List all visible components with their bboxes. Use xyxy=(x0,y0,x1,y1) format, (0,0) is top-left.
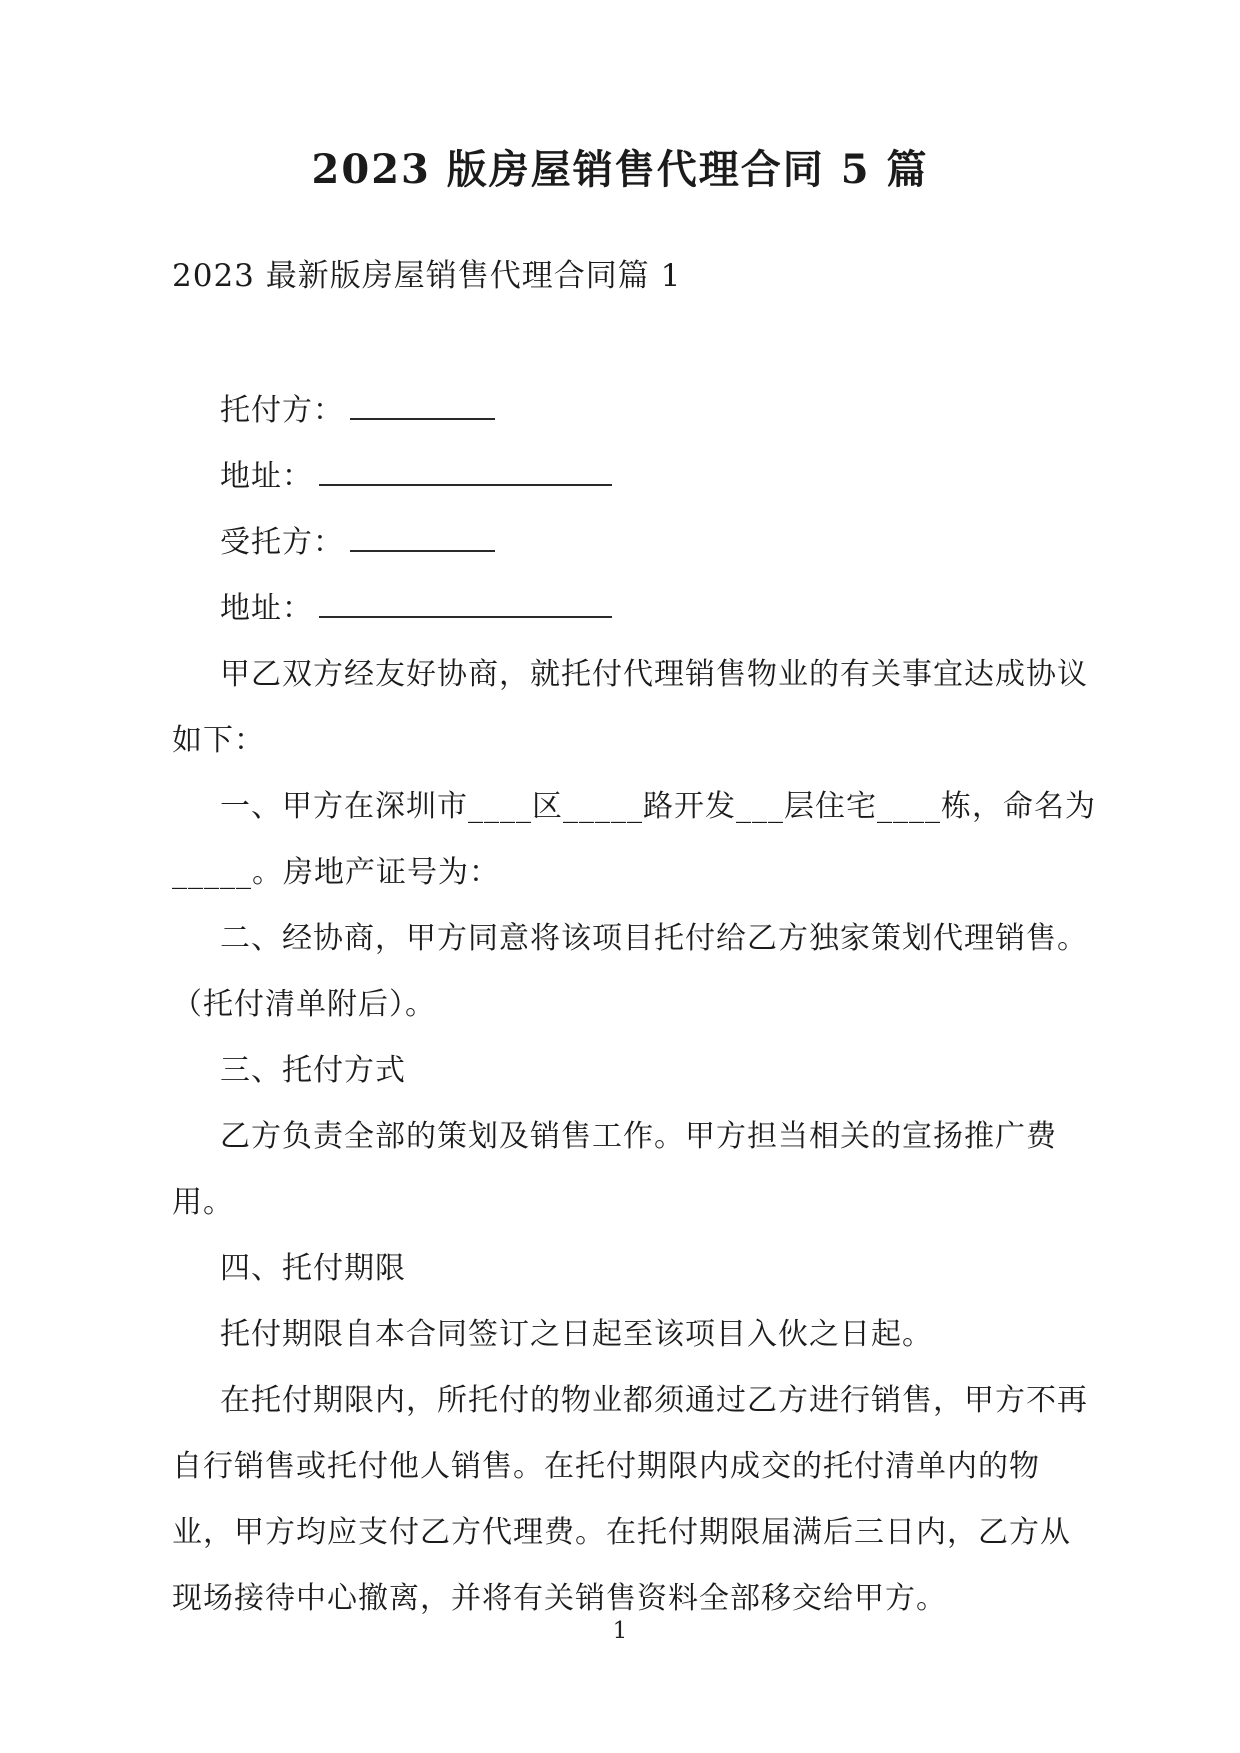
text-line xyxy=(172,1236,1068,1302)
text-line xyxy=(172,378,1068,444)
line-text: 三、托付方式 xyxy=(220,1053,406,1088)
line-text: 乙方负责全部的策划及销售工作。甲方担当相关的宣扬推广费 xyxy=(220,1119,1057,1154)
line-text: 甲乙双方经友好协商，就托付代理销售物业的有关事宜达成协议 xyxy=(220,657,1088,692)
line-text: （托付清单附后）。 xyxy=(172,987,436,1022)
line-text: 现场接待中心撤离，并将有关销售资料全部移交给甲方。 xyxy=(172,1581,947,1616)
blank-underline xyxy=(350,550,495,552)
document-body xyxy=(172,378,1096,1632)
text-line xyxy=(172,1434,1068,1500)
section-heading: 2023 最新版房屋销售代理合同篇 1 xyxy=(172,258,682,294)
text-line xyxy=(172,510,1068,576)
text-line xyxy=(172,642,1088,708)
text-line xyxy=(172,906,1088,972)
text-line xyxy=(172,1104,1068,1170)
text-line xyxy=(172,576,1068,642)
document-title: 2023 版房屋销售代理合同 5 篇 xyxy=(311,146,929,193)
text-line xyxy=(172,444,1068,510)
line-text: 地址： xyxy=(220,459,313,494)
text-line xyxy=(172,1170,1068,1236)
text-line xyxy=(172,1302,1068,1368)
line-text: 托付期限自本合同签订之日起至该项目入伙之日起。 xyxy=(220,1317,933,1352)
blank-underline xyxy=(319,484,612,486)
line-text: 托付方： xyxy=(220,393,344,428)
text-line xyxy=(172,972,1068,1038)
page-number: 1 xyxy=(612,1618,628,1644)
text-line xyxy=(172,1368,1088,1434)
line-text: 业，甲方均应支付乙方代理费。在托付期限届满后三日内，乙方从 xyxy=(172,1515,1071,1550)
line-text: 如下： xyxy=(172,723,265,758)
text-line xyxy=(172,708,1068,774)
line-text: 受托方： xyxy=(220,525,344,560)
line-text: 用。 xyxy=(172,1185,234,1220)
text-line xyxy=(172,774,1096,840)
text-line xyxy=(172,1038,1068,1104)
blank-underline xyxy=(319,616,612,618)
document-content xyxy=(172,0,1096,1632)
line-text: 地址： xyxy=(220,591,313,626)
text-line xyxy=(172,1500,1071,1566)
line-text: _____。房地产证号为： xyxy=(172,855,500,890)
line-text: 自行销售或托付他人销售。在托付期限内成交的托付清单内的物 xyxy=(172,1449,1040,1484)
line-text: 在托付期限内，所托付的物业都须通过乙方进行销售，甲方不再 xyxy=(220,1383,1088,1418)
line-text: 二、经协商，甲方同意将该项目托付给乙方独家策划代理销售。 xyxy=(220,921,1088,956)
blank-underline xyxy=(350,418,495,420)
line-text: 一、甲方在深圳市____区_____路开发___层住宅____栋，命名为 xyxy=(220,789,1096,824)
text-line xyxy=(172,840,1068,906)
line-text: 四、托付期限 xyxy=(220,1251,406,1286)
